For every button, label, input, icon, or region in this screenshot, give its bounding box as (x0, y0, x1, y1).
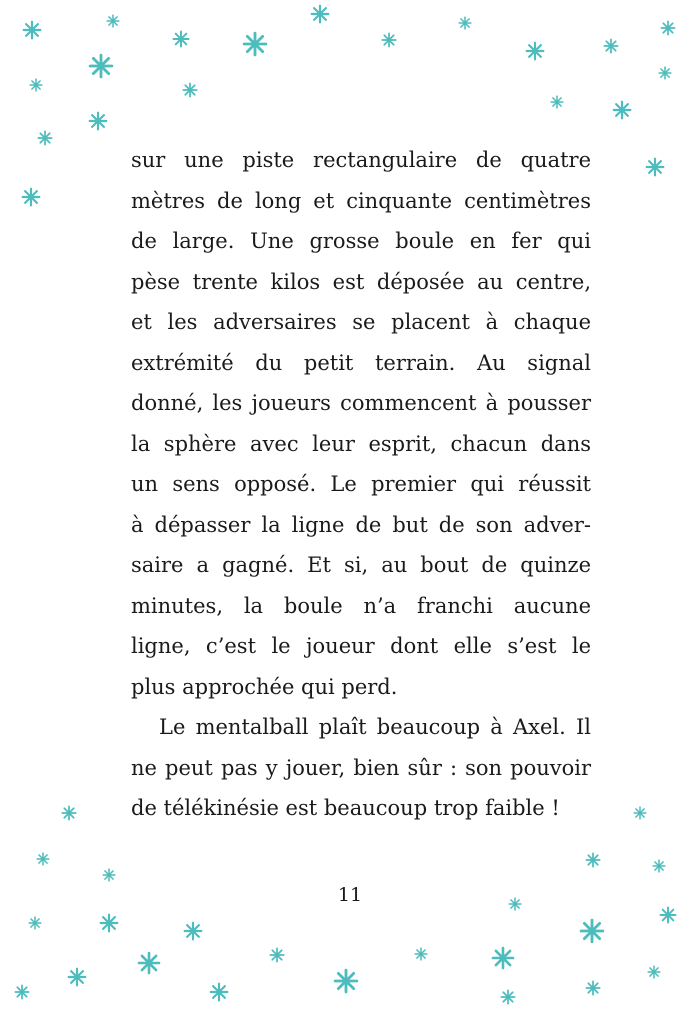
star-icon (603, 38, 619, 54)
star-icon (172, 30, 190, 48)
text-line: sur une piste rectangulaire de quatre (131, 148, 591, 172)
star-icon (491, 946, 515, 970)
star-icon (88, 53, 114, 79)
text-line: donné, les joueurs commencent à pousser (131, 391, 591, 415)
star-icon (137, 951, 161, 975)
star-icon (61, 805, 77, 821)
text-line: pèse trente kilos est déposée au centre, (131, 269, 591, 294)
text-line: saire a gagné. Et si, au bout de quinze (131, 553, 591, 577)
star-icon (508, 897, 522, 911)
text-line: plus approchée qui perd. (131, 674, 398, 699)
star-icon (29, 78, 43, 92)
text-line: de large. Une grosse boule en fer qui (131, 229, 591, 253)
star-icon (183, 921, 203, 941)
text-line: à dépasser la ligne de but de son adver- (131, 512, 591, 537)
star-icon (333, 968, 359, 994)
text-line: minutes, la boule n’a franchi aucune (131, 593, 591, 618)
text-line: ligne, c’est le joueur dont elle s’est le (131, 634, 591, 658)
text-line: la sphère avec leur esprit, chacun dans (131, 431, 591, 456)
star-icon (67, 967, 87, 987)
star-icon (182, 82, 198, 98)
star-icon (550, 95, 564, 109)
star-icon (500, 989, 516, 1005)
star-icon (658, 66, 672, 80)
star-icon (269, 947, 285, 963)
star-icon (612, 100, 632, 120)
star-icon (37, 130, 53, 146)
star-icon (579, 918, 605, 944)
text-line: un sens opposé. Le premier qui réussit (131, 472, 591, 496)
star-icon (381, 32, 397, 48)
star-icon (14, 984, 30, 1000)
star-icon (102, 868, 116, 882)
star-icon (242, 31, 268, 57)
star-icon (458, 16, 472, 30)
body-text (131, 142, 591, 831)
page-number: 11 (337, 884, 363, 906)
star-icon (36, 852, 50, 866)
text-line: Le mentalball plaît beaucoup à Axel. Il (159, 715, 591, 739)
text-line: et les adversaires se placent à chaque (131, 310, 591, 334)
text-line: mètres de long et cinquante centimètres (131, 188, 591, 213)
star-icon (652, 859, 666, 873)
star-icon (660, 20, 676, 36)
star-icon (28, 916, 42, 930)
star-icon (310, 4, 330, 24)
star-icon (88, 111, 108, 131)
star-icon (209, 982, 229, 1002)
text-line: de télékinésie est beaucoup trop faible ! (131, 796, 560, 820)
star-icon (21, 187, 41, 207)
star-icon (22, 20, 42, 40)
star-icon (99, 913, 119, 933)
star-icon (633, 806, 647, 820)
star-icon (585, 852, 601, 868)
star-icon (106, 14, 120, 28)
star-icon (414, 947, 428, 961)
star-icon (525, 41, 545, 61)
star-icon (585, 980, 601, 996)
text-line: extrémité du petit terrain. Au signal (131, 350, 591, 375)
star-icon (645, 157, 665, 177)
star-icon (647, 965, 661, 979)
star-icon (659, 906, 677, 924)
text-line: ne peut pas y jouer, bien sûr : son pouvoir (131, 755, 591, 780)
